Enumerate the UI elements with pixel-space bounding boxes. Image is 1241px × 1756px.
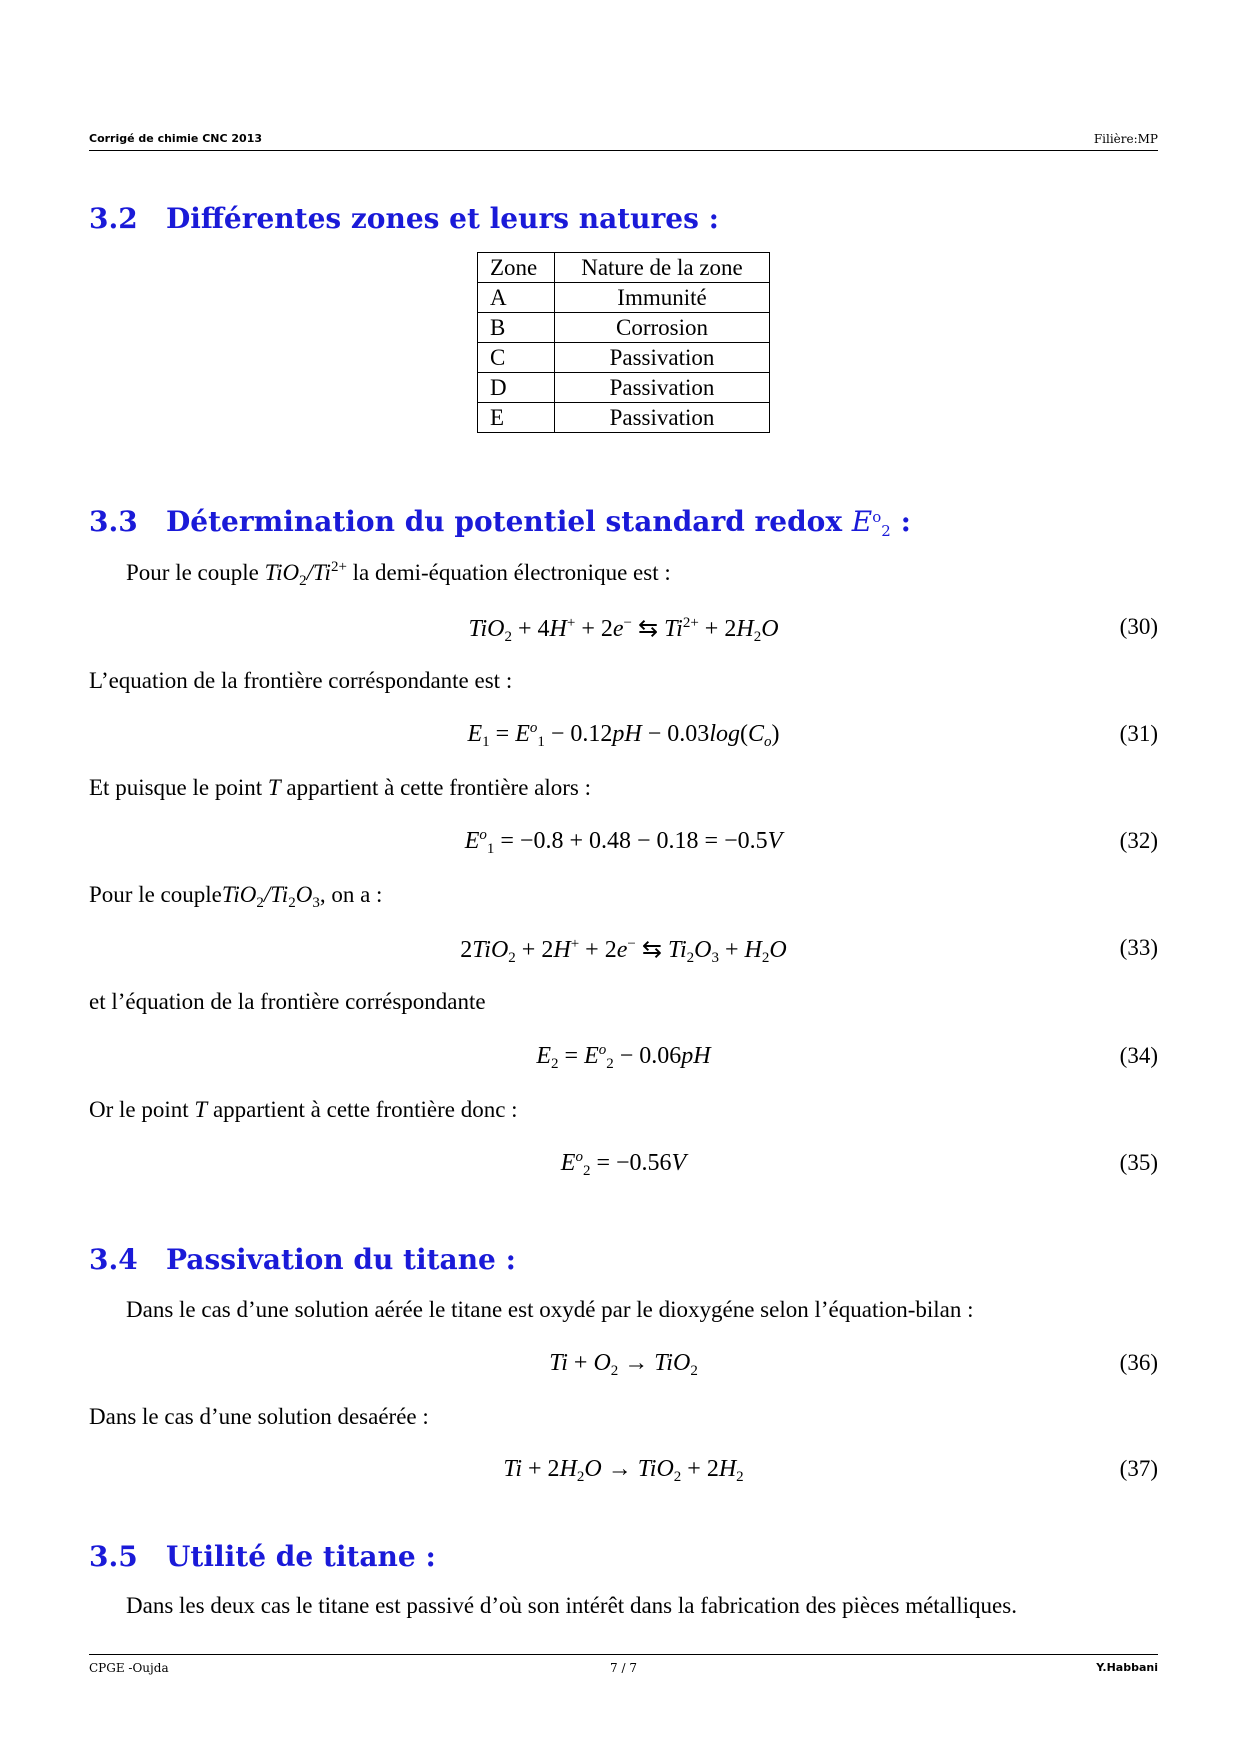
table-cell: E xyxy=(478,403,555,433)
equation-number: (33) xyxy=(1119,935,1158,960)
section-number: 3.4 xyxy=(89,1243,138,1276)
table-cell: Passivation xyxy=(555,373,770,403)
table-row xyxy=(478,343,770,373)
page-header xyxy=(89,132,1158,151)
equation: TiO$_2$ + 4H+ + 2e− ⇆ $Ti^{2+} + 2H_2O$ xyxy=(468,615,779,645)
section-3-4-heading xyxy=(89,1243,516,1276)
page-number: 7 / 7 xyxy=(610,1661,637,1675)
equation: $E_1 = E^o_1 - 0.12pH - 0.03\log(C_o)$ xyxy=(467,720,780,750)
table-row xyxy=(478,373,770,403)
table-row xyxy=(478,283,770,313)
zones-table xyxy=(477,252,770,433)
header-title: Corrigé de chimie CNC 2013 xyxy=(89,132,263,145)
equation: $E_2 = E^o_2 - 0.06pH$ xyxy=(536,1042,711,1072)
section-3-3-heading xyxy=(89,505,911,538)
page-footer xyxy=(89,1654,1158,1675)
section-3-5-heading xyxy=(89,1540,436,1573)
equation: $E^o_1 = -0.8 + 0.48 - 0.18 = -0.5V$ xyxy=(464,827,783,857)
paragraph: Et puisque le point T appartient à cette frontière alors : xyxy=(89,775,592,800)
equation: $E^o_2 = -0.56V$ xyxy=(560,1149,687,1179)
paragraph: Pour le couple $TiO_2/Ti^{2+}$ la demi-équation électronique est : xyxy=(126,559,671,589)
section-title: Différentes zones et leurs natures : xyxy=(166,202,719,235)
table-cell: B xyxy=(478,313,555,343)
section-title: Passivation du titane : xyxy=(166,1243,516,1276)
table-cell: C xyxy=(478,343,555,373)
table-cell: Passivation xyxy=(555,403,770,433)
paragraph: Or le point T appartient à cette frontière donc : xyxy=(89,1097,518,1122)
equation: 2TiO$_2$ + 2H+ + 2e− ⇆ $Ti_2O_3 + H_2O$ xyxy=(460,936,787,966)
footer-school: CPGE -Oujda xyxy=(89,1661,169,1675)
section-3-2-heading xyxy=(89,202,719,235)
paragraph: Pour le $coupleTiO_2/Ti_2O_3$, on a : xyxy=(89,882,383,911)
table-row xyxy=(478,313,770,343)
section-symbol: $E^o_2$ xyxy=(851,505,891,540)
paragraph: Dans les deux cas le titane est passivé d’où son intérêt dans la fabrication des pièces métalliques. xyxy=(126,1593,1017,1618)
paragraph: Dans le cas d’une solution desaérée : xyxy=(89,1404,429,1429)
footer-author: Y.Habbani xyxy=(1096,1661,1158,1674)
table-cell: A xyxy=(478,283,555,313)
section-number: 3.3 xyxy=(89,505,138,538)
table-cell: D xyxy=(478,373,555,403)
paragraph: L’equation de la frontière corréspondante est : xyxy=(89,668,513,693)
paragraph: Dans le cas d’une solution aérée le titane est oxydé par le dioxygéne selon l’équation-bilan : xyxy=(126,1297,974,1322)
equation-number: (36) xyxy=(1119,1350,1158,1375)
table-cell: Corrosion xyxy=(555,313,770,343)
section-title: Détermination du potentiel standard redox xyxy=(166,505,843,538)
table-header: Nature de la zone xyxy=(555,253,770,283)
equation-number: (31) xyxy=(1119,721,1158,746)
equation: $Ti + 2H_2O \to TiO_2 + 2H_2$ xyxy=(503,1456,744,1485)
equation-number: (37) xyxy=(1119,1456,1158,1481)
header-filiere: Filière:MP xyxy=(1093,132,1158,146)
equation-number: (32) xyxy=(1119,828,1158,853)
paragraph: et l’équation de la frontière corréspondante xyxy=(89,989,486,1014)
equation: $Ti + O_2 \to TiO_2$ xyxy=(549,1350,698,1379)
section-number: 3.5 xyxy=(89,1540,138,1573)
table-header-row xyxy=(478,253,770,283)
table-row xyxy=(478,403,770,433)
table-cell: Immunité xyxy=(555,283,770,313)
section-number: 3.2 xyxy=(89,202,138,235)
equation-number: (30) xyxy=(1119,614,1158,639)
equation-number: (35) xyxy=(1119,1150,1158,1175)
table-header: Zone xyxy=(478,253,555,283)
equation-number: (34) xyxy=(1119,1043,1158,1068)
section-title: Utilité de titane : xyxy=(166,1540,436,1573)
section-colon: : xyxy=(900,505,911,538)
table-cell: Passivation xyxy=(555,343,770,373)
